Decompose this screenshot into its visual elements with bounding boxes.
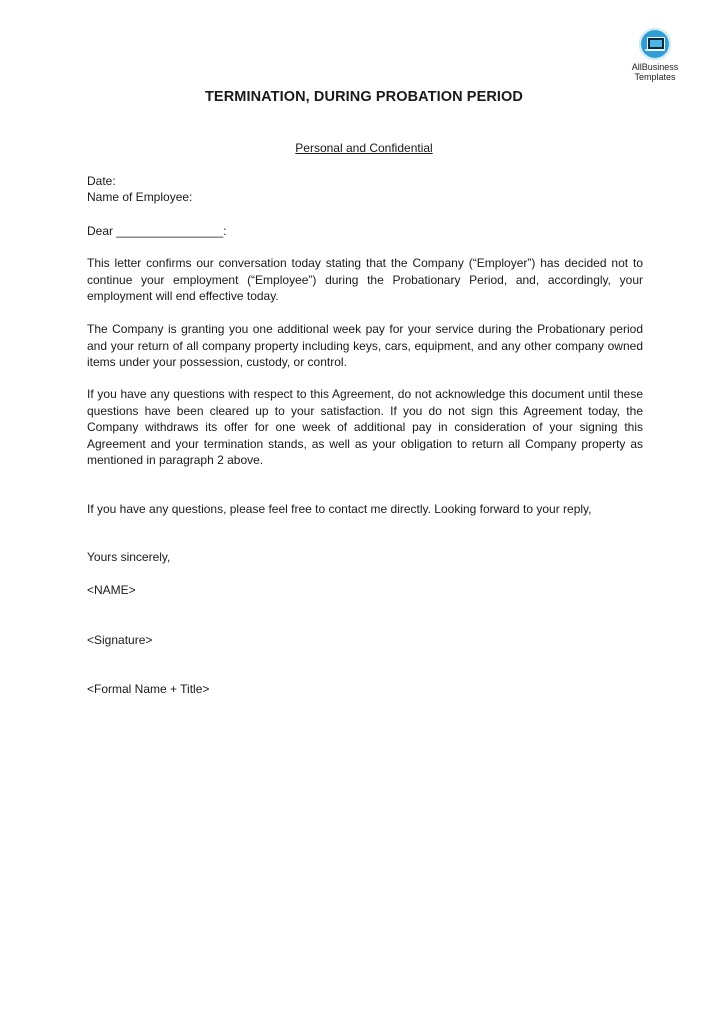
logo-text bbox=[612, 62, 698, 82]
paragraph-4: If you have any questions, please feel free to contact me directly. Looking forward to your reply, bbox=[87, 502, 592, 516]
logo-line-1: AllBusiness bbox=[631, 62, 679, 72]
paragraph-3: If you have any questions with respect to this Agreement, do not acknowledge this document until these questions have been cleared up to your satisfaction. If you do not sign this Agreement today, the Company withdraws its offer for one week of additional pay in consideration of your signing this Agreement and your termination stands, as well as your obligation to return all Company property as mentioned in paragraph 2 above. bbox=[87, 387, 643, 467]
salutation: Dear ________________: bbox=[87, 224, 227, 238]
name-placeholder: <NAME> bbox=[87, 583, 136, 597]
paragraph-2: The Company is granting you one additional week pay for your service during the Probationary period and your return of all company property including keys, cars, equipment, and any other company owned items under your possession, custody, or control. bbox=[87, 322, 643, 369]
allbusiness-templates-logo bbox=[612, 28, 698, 82]
date-label: Date: bbox=[87, 174, 116, 188]
logo-line-2: Templates bbox=[634, 72, 676, 82]
document-subtitle: Personal and Confidential bbox=[295, 141, 433, 155]
paragraph-1: This letter confirms our conversation today stating that the Company (“Employer”) has decided not to continue your employment (“Employee”) during the Probationary Period, and, accordingly, your employment will end effective today. bbox=[87, 256, 643, 303]
formal-name-placeholder: <Formal Name + Title> bbox=[87, 682, 210, 696]
employee-name-label: Name of Employee: bbox=[87, 190, 193, 204]
signature-placeholder: <Signature> bbox=[87, 633, 153, 647]
laptop-icon bbox=[639, 28, 671, 60]
document-title: TERMINATION, DURING PROBATION PERIOD bbox=[204, 89, 524, 105]
closing: Yours sincerely, bbox=[87, 550, 171, 564]
